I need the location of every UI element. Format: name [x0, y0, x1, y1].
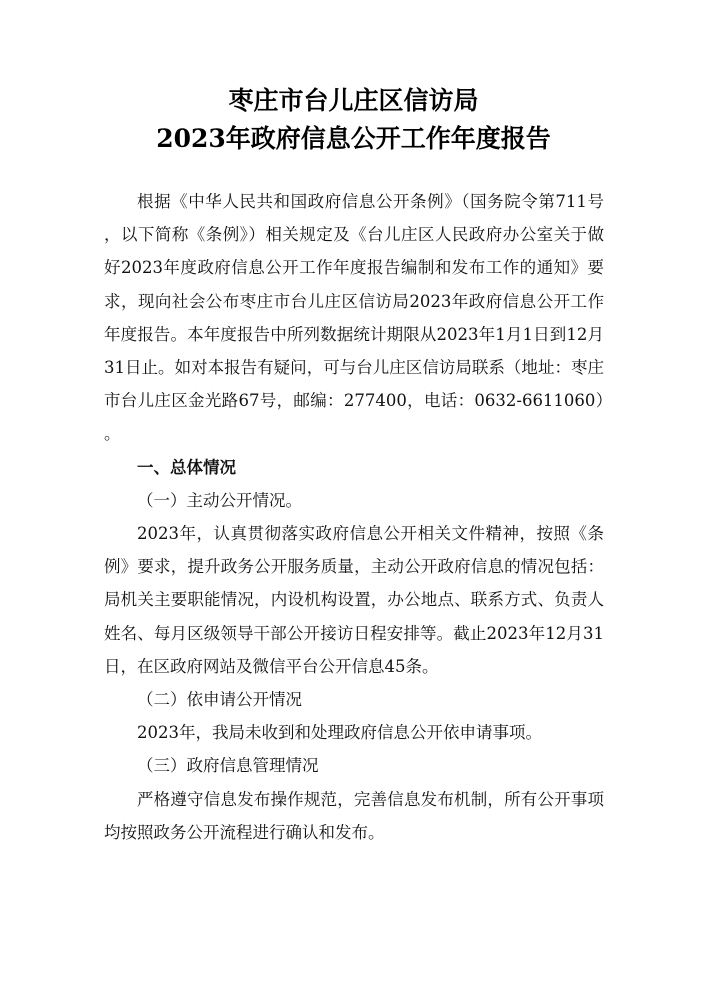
subsection2-heading: （二）依申请公开情况	[137, 690, 302, 710]
subsection3-paragraph: 严格遵守信息发布操作规范，完善信息发布机制，所有公开事项均按照政务公开流程进行确认和发布。	[104, 789, 604, 842]
document-title-line1: 枣庄市台儿庄区信访局	[228, 86, 479, 115]
subsection3-heading: （三）政府信息管理情况	[137, 756, 319, 776]
subsection1-heading: （一）主动公开情况。	[137, 490, 302, 510]
document-title-line2: 2023年政府信息公开工作年度报告	[156, 124, 551, 153]
intro-paragraph: 根据《中华人民共和国政府信息公开条例》（国务院令第711号，以下简称《条例》）相关规定及《台儿庄区人民政府办公室关于做好2023年度政府信息公开工作年度报告编制和发布工作的通知》要求，现向社会公布枣庄市台儿庄区信访局2023年政府信息公开工作年度报告。本年度报告中所列数据统计期限从2023年1月1日到12月31日止。如对本报告有疑问，可与台儿庄区信访局联系（地址：枣庄市台儿庄区金光路67号，邮编：277400，电话：0632-6611060）。	[104, 192, 604, 444]
subsection2-paragraph: 2023年，我局未收到和处理政府信息公开依申请事项。	[137, 723, 542, 743]
section1-heading: 一、总体情况	[137, 457, 236, 477]
subsection1-paragraph: 2023年，认真贯彻落实政府信息公开相关文件精神，按照《条例》要求，提升政务公开服务质量，主动公开政府信息的情况包括：局机关主要职能情况，内设机构设置，办公地点、联系方式、负责人姓名、每月区级领导干部公开接访日程安排等。截止2023年12月31日，在区政府网站及微信平台公开信息45条。	[104, 524, 604, 676]
document-body	[104, 185, 604, 849]
